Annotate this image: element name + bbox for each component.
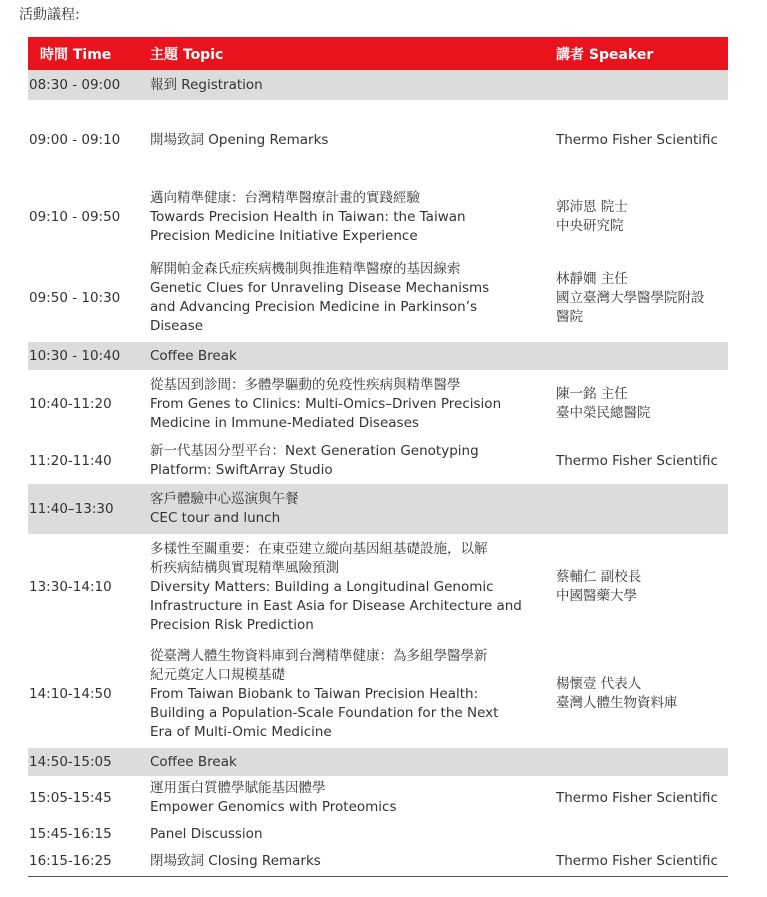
header-speaker: 講者 Speaker [542,37,728,70]
row-topic [150,100,542,180]
row-speaker [542,534,728,640]
topic-line: 閉場致詞 Closing Remarks [150,853,321,870]
speaker-line: 臺灣人體生物資料庫 [556,695,678,711]
speaker-line: 陳一銘 主任 [556,386,628,402]
topic-line: 報到 Registration [150,76,263,93]
row-speaker [542,438,728,484]
agenda-row [28,342,728,370]
topic-line: 運用蛋白質體學賦能基因體學 [150,780,326,796]
topic-line: Building a Population-Scale Foundation for the Next [150,704,499,721]
row-topic [150,70,542,100]
row-time: 16:15-16:25 [28,848,150,876]
row-speaker [542,748,728,776]
row-topic [150,776,542,820]
topic-line: Infrastructure in East Asia for Disease Architecture and [150,597,522,614]
speaker-line: 林靜嫺 主任 [556,270,628,287]
row-time: 11:40–13:30 [28,484,150,534]
topic-line: Era of Multi-Omic Medicine [150,723,332,740]
topic-line: Medicine in Immune-Mediated Diseases [150,414,419,431]
topic-line: Precision Medicine Initiative Experience [150,227,418,244]
agenda-row [28,820,728,848]
row-time: 10:40-11:20 [29,395,112,412]
agenda-row [28,180,728,254]
topic-line: Diversity Matters: Building a Longitudinal Genomic [150,578,494,595]
row-speaker [542,100,728,180]
row-speaker [542,70,728,100]
speaker-line: Thermo Fisher Scientific [556,131,718,148]
agenda-row [28,438,728,484]
topic-line: Disease [150,318,204,334]
header-topic: 主題 Topic [150,37,542,70]
topic-line: 解開帕金森氏症疾病機制與推進精準醫療的基因線索 [150,261,461,277]
row-time: 09:00 - 09:10 [29,131,121,148]
speaker-line: Thermo Fisher Scientific [556,853,718,870]
topic-line: Panel Discussion [150,825,263,842]
topic-line: Coffee Break [150,347,237,364]
topic-line: 從臺灣人體生物資料庫到台灣精準健康：為多組學醫學新 [150,647,488,664]
page-heading: 活動議程: [19,7,80,23]
speaker-line: 國立臺灣大學醫學院附設 [556,289,705,306]
speaker-line: 中國醫藥大學 [556,588,637,604]
agenda-row [28,848,728,876]
row-topic [150,342,542,370]
row-time: 14:50-15:05 [28,748,150,776]
agenda-row [28,748,728,776]
topic-line: 析疾病結構與實現精準風險預測 [150,559,339,576]
row-topic [150,370,542,438]
topic-line: 開場致詞 Opening Remarks [150,131,329,148]
agenda-row [28,70,728,100]
topic-line: 多樣性至關重要：在東亞建立縱向基因組基礎設施，以解 [150,540,488,557]
speaker-line: 郭沛恩 院士 [556,199,628,215]
row-topic [150,748,542,776]
topic-line: and Advancing Precision Medicine in Parkinson’s [150,299,478,315]
speaker-line: 蔡輔仁 副校長 [556,569,642,585]
row-time: 11:20-11:40 [29,452,112,469]
topic-line: CEC tour and lunch [150,510,281,526]
row-speaker [542,484,728,534]
row-topic [150,640,542,748]
speaker-line: Thermo Fisher Scientific [556,452,718,469]
agenda-row [28,370,728,438]
topic-line: Platform: SwiftArray Studio [150,462,333,478]
agenda-row [28,534,728,640]
row-time: 15:05-15:45 [29,789,112,806]
row-speaker [542,254,728,342]
topic-line: 新一代基因分型平台：Next Generation Genotyping [150,443,479,459]
agenda-row [28,776,728,820]
agenda-row [28,254,728,342]
agenda-body [28,70,728,876]
agenda-row [28,100,728,180]
row-time: 14:10-14:50 [29,685,112,702]
speaker-line: 楊懷壹 代表人 [556,676,642,692]
row-topic [150,180,542,254]
row-topic [150,534,542,640]
row-time: 13:30-14:10 [29,578,112,595]
row-topic [150,438,542,484]
row-speaker [542,342,728,370]
speaker-line: Thermo Fisher Scientific [556,789,718,806]
row-time: 09:50 - 10:30 [29,289,121,306]
row-time: 09:10 - 09:50 [29,208,121,225]
agenda-row [28,640,728,748]
row-speaker [542,640,728,748]
row-speaker [542,180,728,254]
topic-line: Precision Risk Prediction [150,616,314,633]
row-topic [150,254,542,342]
topic-line: 紀元奠定人口規模基礎 [150,666,285,683]
row-time: 10:30 - 10:40 [28,342,150,370]
speaker-line: 醫院 [556,308,583,325]
row-topic [150,484,542,534]
topic-line: From Genes to Clinics: Multi-Omics–Driven Precision [150,395,502,412]
topic-line: 邁向精準健康：台灣精準醫療計畫的實踐經驗 [150,189,420,206]
topic-line: 客戶體驗中心巡演與午餐 [150,491,299,507]
speaker-line: 臺中榮民總醫院 [556,405,651,421]
row-speaker [542,820,728,848]
row-speaker [542,370,728,438]
agenda-header-row [28,37,728,70]
row-time: 08:30 - 09:00 [28,70,150,100]
agenda-table [28,37,728,877]
row-speaker [542,848,728,876]
header-time: 時間 Time [28,37,150,70]
speaker-line: 中央研究院 [556,218,624,234]
topic-line: From Taiwan Biobank to Taiwan Precision Health: [150,685,479,702]
topic-line: Genetic Clues for Unraveling Disease Mechanisms [150,280,490,296]
topic-line: Towards Precision Health in Taiwan: the Taiwan [150,208,466,225]
topic-line: Coffee Break [150,753,237,770]
topic-line: 從基因到診間：多體學驅動的免疫性疾病與精準醫學 [150,376,461,393]
agenda-row [28,484,728,534]
row-time: 15:45-16:15 [29,825,112,842]
topic-line: Empower Genomics with Proteomics [150,799,397,815]
row-topic [150,848,542,876]
row-speaker [542,776,728,820]
row-topic [150,820,542,848]
